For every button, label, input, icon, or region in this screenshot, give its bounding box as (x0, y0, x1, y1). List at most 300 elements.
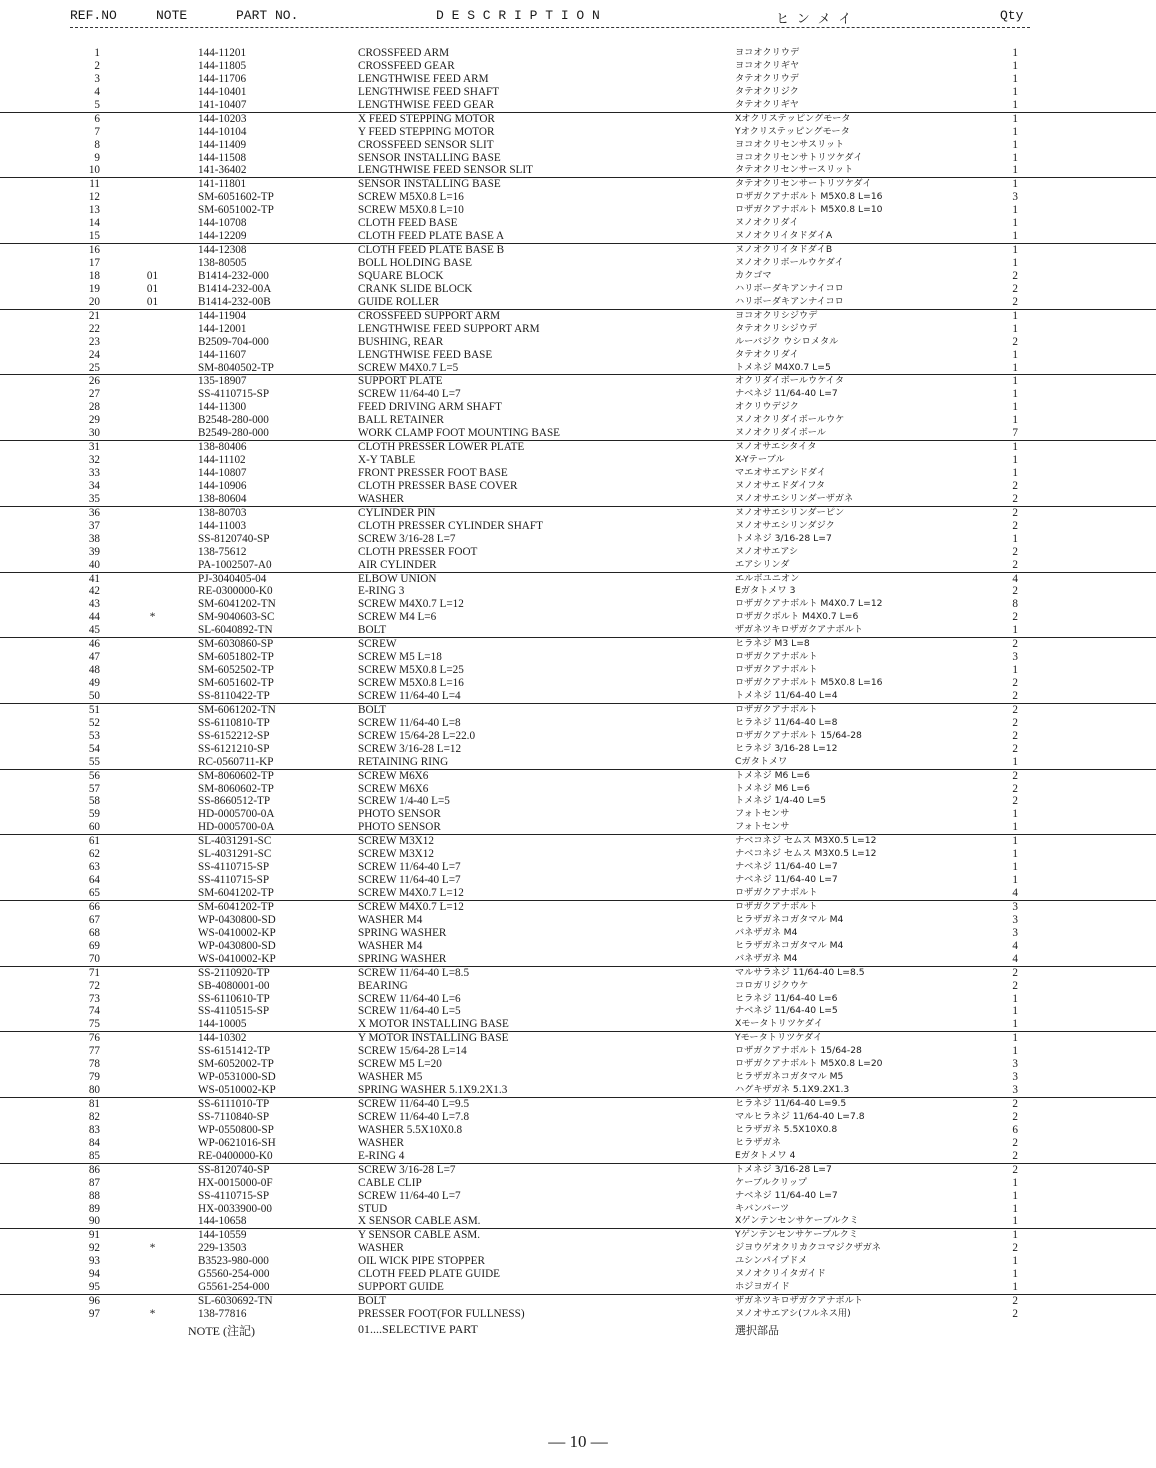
description-cell: SCREW 3/16-28 L=7 (358, 532, 456, 545)
japanese-name-cell: X-Yテーブル (735, 454, 785, 466)
ref-no-cell: 66 (88, 900, 100, 913)
ref-no-cell: 65 (88, 887, 100, 899)
qty-cell: 2 (1012, 492, 1018, 505)
table-row (0, 1018, 1156, 1031)
description-cell: CLOTH PRESSER FOOT (358, 545, 478, 558)
ref-no-cell: 37 (88, 519, 100, 532)
part-no-cell: SM-6041202-TP (198, 900, 274, 913)
qty-cell: 1 (1012, 1032, 1018, 1045)
japanese-name-cell: ヒラザガネコガタマル M5 (735, 1071, 844, 1083)
japanese-name-cell: ヌノオサエアシ (735, 545, 799, 557)
table-row (0, 1190, 1156, 1203)
qty-cell: 2 (1012, 479, 1018, 492)
ref-no-cell: 62 (88, 848, 100, 861)
japanese-name-cell: エルボユニオン (735, 572, 800, 584)
ref-no-cell: 85 (88, 1149, 100, 1162)
ref-no-cell: 39 (88, 545, 100, 558)
japanese-name-cell: ヌノオクリイタガイド (735, 1268, 826, 1280)
qty-cell: 1 (1012, 47, 1018, 59)
header-ref-no: REF.NO (70, 8, 117, 23)
qty-cell: 1 (1012, 808, 1018, 821)
japanese-name-cell: ヌノオサエシタイタ (735, 441, 817, 453)
japanese-name-cell: Eガタトメワ 4 (735, 1149, 796, 1161)
ref-no-cell: 33 (88, 467, 100, 479)
description-cell: CLOTH FEED PLATE GUIDE (358, 1268, 501, 1281)
qty-cell: 1 (1012, 204, 1018, 217)
part-no-cell: SL-4031291-SC (198, 835, 272, 848)
ref-no-cell: 13 (88, 204, 100, 217)
table-row (0, 1031, 1156, 1045)
qty-cell: 1 (1012, 230, 1018, 243)
part-no-cell: B1414-232-00B (198, 295, 271, 308)
japanese-name-cell: ロザガクアナボルト M5X0.8 L=10 (735, 204, 883, 216)
part-no-cell: 135-18907 (198, 375, 247, 388)
qty-cell: 3 (1012, 1084, 1018, 1097)
part-no-cell: SS-6110610-TP (198, 992, 270, 1005)
table-row (0, 795, 1156, 808)
qty-cell: 2 (1012, 979, 1018, 992)
japanese-name-cell: ナベネジ 11/64-40 L=7 (735, 861, 838, 873)
qty-cell: 2 (1012, 677, 1018, 689)
japanese-name-cell: Cガタトメワ (735, 755, 788, 767)
qty-cell: 1 (1012, 98, 1018, 111)
part-no-cell: SB-4080001-00 (198, 979, 270, 992)
japanese-name-cell: マルサラネジ 11/64-40 L=8.5 (735, 966, 865, 978)
description-cell: SPRING WASHER (358, 926, 447, 939)
ref-no-cell: 57 (88, 782, 100, 795)
table-row (0, 230, 1156, 243)
qty-cell: 1 (1012, 441, 1018, 454)
japanese-name-cell: タテオクリダイ (735, 348, 799, 360)
qty-cell: 2 (1012, 545, 1018, 558)
qty-cell: 1 (1012, 1281, 1018, 1294)
japanese-name-cell: トメネジ M6 L=6 (735, 769, 810, 781)
part-no-cell: 144-11706 (198, 72, 247, 85)
japanese-name-cell: ロザガクアナボルト (735, 664, 818, 676)
ref-no-cell: 34 (88, 479, 100, 492)
note-cell: 01 (146, 269, 159, 282)
japanese-name-cell: ロザガクアナボルト (735, 703, 818, 715)
japanese-name-cell: ナベコネジ セムス M3X0.5 L=12 (735, 835, 877, 847)
ref-no-cell: 78 (88, 1058, 100, 1071)
part-no-cell: WP-0531000-SD (198, 1071, 276, 1084)
table-row (0, 204, 1156, 217)
description-cell: SPRING WASHER (358, 952, 447, 965)
description-cell: CROSSFEED ARM (358, 47, 450, 59)
description-cell: SCREW M6X6 (358, 782, 429, 795)
part-no-cell: WS-0510002-KP (198, 1084, 276, 1097)
description-cell: WASHER 5.5X10X0.8 (358, 1123, 463, 1136)
part-no-cell: SS-6151412-TP (198, 1045, 271, 1058)
table-row (0, 217, 1156, 230)
part-no-cell: SS-4110715-SP (198, 861, 270, 874)
table-row (0, 309, 1156, 323)
japanese-name-cell: ヌノオクリボールウケダイ (735, 257, 844, 268)
part-no-cell: RE-0400000-K0 (198, 1149, 273, 1162)
qty-cell: 2 (1012, 1163, 1018, 1176)
japanese-name-cell: ザガネツキロザガクアナボルト (735, 1295, 863, 1307)
description-cell: SCREW (358, 638, 397, 651)
part-no-cell: SS-6152212-SP (198, 729, 270, 742)
part-no-cell: 144-10559 (198, 1229, 247, 1242)
part-no-cell: SS-8120740-SP (198, 532, 270, 545)
qty-cell: 1 (1012, 835, 1018, 848)
description-cell: WASHER (358, 1242, 404, 1255)
qty-cell: 2 (1012, 966, 1018, 979)
ref-no-cell: 73 (88, 992, 100, 1005)
ref-no-cell: 69 (88, 939, 100, 952)
part-no-cell: 138-77816 (198, 1308, 247, 1320)
japanese-name-cell: ヨコオクリウデ (735, 47, 800, 58)
qty-cell: 1 (1012, 1045, 1018, 1058)
description-cell: WASHER M5 (358, 1071, 423, 1084)
description-cell: LENGTHWISE FEED SUPPORT ARM (358, 322, 540, 335)
header-divider (70, 27, 1030, 28)
description-cell: CYLINDER PIN (358, 506, 436, 519)
part-no-cell: B2549-280-000 (198, 427, 269, 440)
japanese-name-cell: ヒラネジ 11/64-40 L=8 (735, 716, 838, 728)
table-row (0, 1150, 1156, 1163)
japanese-name-cell: タテオクリギヤ (735, 98, 799, 110)
qty-cell: 1 (1012, 1018, 1018, 1031)
ref-no-cell: 23 (88, 335, 100, 348)
japanese-name-cell: ヨコオクリセンサトリツケダイ (735, 151, 863, 163)
japanese-name-cell: ジヨウゲオクリカクコマジクザガネ (735, 1242, 881, 1254)
part-no-cell: 141-11801 (198, 178, 247, 191)
qty-cell: 1 (1012, 664, 1018, 677)
part-no-cell: HX-0015000-0F (198, 1176, 273, 1189)
part-no-cell: 229-13503 (198, 1242, 247, 1255)
part-no-cell: SS-2110920-TP (198, 966, 270, 979)
part-no-cell: SS-4110715-SP (198, 874, 270, 887)
description-cell: SCREW M4X0.7 L=5 (358, 361, 459, 374)
table-row (0, 664, 1156, 677)
part-no-cell: SS-7110840-SP (198, 1110, 270, 1123)
table-row (0, 572, 1156, 586)
ref-no-cell: 41 (88, 572, 100, 585)
table-row (0, 73, 1156, 86)
part-no-cell: G5561-254-000 (198, 1281, 270, 1294)
part-no-cell: SM-6052002-TP (198, 1058, 274, 1071)
part-no-cell: 144-10708 (198, 217, 247, 230)
japanese-name-cell: タテオクリセンサートリツケダイ (735, 178, 872, 190)
qty-cell: 4 (1012, 572, 1018, 585)
description-cell: SENSOR INSTALLING BASE (358, 151, 501, 164)
description-cell: SCREW 3/16-28 L=7 (358, 1163, 456, 1176)
part-no-cell: B2548-280-000 (198, 414, 269, 427)
table-row (0, 546, 1156, 559)
description-cell: Y SENSOR CABLE ASM. (358, 1229, 481, 1242)
japanese-name-cell: カクゴマ (735, 269, 772, 281)
japanese-name-cell: ホジヨガイド (735, 1281, 790, 1293)
part-no-cell: 144-11300 (198, 401, 247, 414)
table-row (0, 533, 1156, 546)
table-row (0, 1097, 1156, 1111)
ref-no-cell: 24 (88, 348, 100, 361)
ref-no-cell: 14 (88, 217, 100, 230)
description-cell: SCREW 11/64-40 L=6 (358, 992, 461, 1005)
ref-no-cell: 56 (88, 769, 100, 782)
ref-no-cell: 17 (88, 257, 100, 269)
table-row (0, 296, 1156, 309)
part-no-cell: SM-6030860-SP (198, 638, 274, 651)
part-no-cell: SL-6040892-TN (198, 624, 273, 637)
part-no-cell: SM-9040603-SC (198, 611, 275, 624)
japanese-name-cell: ヒラザガネ 5.5X10X0.8 (735, 1123, 838, 1135)
part-no-cell: 144-11201 (198, 47, 247, 59)
description-cell: CLOTH FEED PLATE BASE A (358, 230, 505, 243)
description-cell: SCREW M4 L=6 (358, 611, 437, 624)
qty-cell: 1 (1012, 217, 1018, 230)
table-row (0, 349, 1156, 362)
qty-cell: 3 (1012, 191, 1018, 204)
ref-no-cell: 93 (88, 1255, 100, 1268)
description-cell: SCREW M4X0.7 L=12 (358, 598, 464, 611)
japanese-name-cell: トメネジ 11/64-40 L=4 (735, 689, 838, 701)
description-cell: OIL WICK PIPE STOPPER (358, 1255, 485, 1268)
japanese-name-cell: ロザガクアナボルト M5X0.8 L=20 (735, 1058, 883, 1070)
table-row (0, 1005, 1156, 1018)
description-cell: WORK CLAMP FOOT MOUNTING BASE (358, 427, 561, 440)
part-no-cell: WP-0430800-SD (198, 939, 276, 952)
qty-cell: 2 (1012, 716, 1018, 729)
part-no-cell: 144-10807 (198, 467, 247, 479)
japanese-name-cell: マルヒラネジ 11/64-40 L=7.8 (735, 1110, 865, 1122)
description-cell: SCREW 11/64-40 L=7 (358, 874, 461, 887)
description-cell: CLOTH FEED PLATE BASE B (358, 244, 505, 257)
table-row (0, 126, 1156, 139)
part-no-cell: SS-8660512-TP (198, 795, 271, 808)
japanese-name-cell: タテオクリジク (735, 85, 799, 97)
japanese-name-cell: ヒラザガネコガタマル M4 (735, 913, 844, 925)
ref-no-cell: 28 (88, 401, 100, 414)
table-row (0, 60, 1156, 73)
qty-cell: 2 (1012, 519, 1018, 532)
table-row (0, 99, 1156, 112)
japanese-name-cell: ナベコネジ セムス M3X0.5 L=12 (735, 848, 877, 860)
description-cell: SCREW 15/64-28 L=22.0 (358, 729, 476, 742)
table-row (0, 164, 1156, 177)
part-no-cell: PJ-3040405-04 (198, 572, 267, 585)
ref-no-cell: 10 (88, 164, 100, 177)
description-cell: SCREW 11/64-40 L=7 (358, 388, 461, 401)
ref-no-cell: 46 (88, 638, 100, 651)
qty-cell: 1 (1012, 861, 1018, 874)
part-no-cell: SS-6121210-SP (198, 742, 270, 755)
qty-cell: 2 (1012, 506, 1018, 519)
japanese-name-cell: ナベネジ 11/64-40 L=7 (735, 1189, 838, 1201)
ref-no-cell: 63 (88, 861, 100, 874)
qty-cell: 1 (1012, 125, 1018, 138)
description-cell: SPRING WASHER 5.1X9.2X1.3 (358, 1084, 508, 1097)
table-row (0, 993, 1156, 1006)
description-cell: SUPPORT GUIDE (358, 1281, 444, 1294)
part-no-cell: SM-6041202-TN (198, 598, 276, 611)
table-row (0, 1071, 1156, 1084)
part-no-cell: SL-4031291-SC (198, 848, 272, 861)
ref-no-cell: 16 (88, 244, 100, 257)
ref-no-cell: 8 (94, 138, 100, 151)
description-cell: WASHER (358, 1136, 404, 1149)
description-cell: WASHER M4 (358, 913, 423, 926)
table-row (0, 1255, 1156, 1268)
qty-cell: 1 (1012, 1189, 1018, 1202)
table-row (0, 388, 1156, 401)
description-cell: SENSOR INSTALLING BASE (358, 178, 501, 191)
qty-cell: 2 (1012, 585, 1018, 598)
part-no-cell: 144-11904 (198, 309, 247, 322)
description-cell: BALL RETAINER (358, 414, 445, 427)
qty-cell: 1 (1012, 401, 1018, 414)
description-cell: SCREW 11/64-40 L=4 (358, 689, 461, 702)
japanese-name-cell: トメネジ M6 L=6 (735, 782, 810, 794)
description-cell: CLOTH PRESSER LOWER PLATE (358, 441, 525, 454)
part-no-cell: RC-0560711-KP (198, 755, 274, 768)
page-number: — 10 — (548, 1432, 608, 1451)
japanese-name-cell: バネザガネ M4 (735, 926, 798, 938)
description-cell: SCREW M3X12 (358, 848, 434, 861)
qty-cell: 1 (1012, 848, 1018, 861)
table-row (0, 1268, 1156, 1281)
japanese-name-cell: ヨコオクリギヤ (735, 59, 800, 71)
ref-no-cell: 22 (88, 322, 100, 335)
ref-no-cell: 54 (88, 742, 100, 755)
description-cell: SCREW M5 L=20 (358, 1058, 442, 1071)
part-no-cell: SS-8120740-SP (198, 1163, 270, 1176)
part-no-cell: 144-11607 (198, 348, 247, 361)
description-cell: BOLT (358, 624, 387, 637)
qty-cell: 2 (1012, 611, 1018, 624)
description-cell: X-Y TABLE (358, 454, 416, 467)
ref-no-cell: 4 (94, 85, 100, 98)
qty-cell: 1 (1012, 1202, 1018, 1215)
ref-no-cell: 75 (88, 1018, 100, 1031)
description-cell: SCREW M4X0.7 L=12 (358, 887, 464, 899)
description-cell: PHOTO SENSOR (358, 821, 441, 834)
table-row (0, 1203, 1156, 1216)
qty-cell: 1 (1012, 532, 1018, 545)
description-cell: STUD (358, 1202, 388, 1215)
table-row (0, 401, 1156, 414)
qty-cell: 1 (1012, 178, 1018, 191)
table-row (0, 1215, 1156, 1228)
table-row (0, 900, 1156, 914)
description-cell: Y FEED STEPPING MOTOR (358, 125, 495, 138)
description-cell: X FEED STEPPING MOTOR (358, 112, 495, 125)
japanese-name-cell: ケーブルクリップ (735, 1176, 808, 1188)
japanese-name-cell: ロザガクアナボルト M5X0.8 L=16 (735, 191, 883, 203)
ref-no-cell: 21 (88, 309, 100, 322)
table-row (0, 874, 1156, 887)
note-cell: * (149, 611, 156, 624)
ref-no-cell: 82 (88, 1110, 100, 1123)
japanese-name-cell: ヌノオクリイタドダイA (735, 230, 833, 242)
part-no-cell: SS-4110715-SP (198, 1189, 270, 1202)
description-cell: SCREW M5X0.8 L=16 (358, 677, 464, 689)
ref-no-cell: 88 (88, 1189, 100, 1202)
qty-cell: 1 (1012, 322, 1018, 335)
description-cell: SCREW 11/64-40 L=9.5 (358, 1098, 470, 1110)
description-cell: SCREW M5X0.8 L=25 (358, 664, 464, 677)
qty-cell: 2 (1012, 782, 1018, 795)
ref-no-cell: 35 (88, 492, 100, 505)
japanese-name-cell: ハグキザガネ 5.1X9.2X1.3 (735, 1084, 850, 1096)
qty-cell: 2 (1012, 742, 1018, 755)
description-cell: CLOTH PRESSER CYLINDER SHAFT (358, 519, 543, 532)
table-row (0, 834, 1156, 848)
part-no-cell: 144-10658 (198, 1215, 247, 1228)
table-row (0, 257, 1156, 270)
description-cell: SCREW 11/64-40 L=7 (358, 1189, 461, 1202)
ref-no-cell: 76 (88, 1032, 100, 1045)
part-no-cell: 144-10104 (198, 125, 247, 138)
japanese-name-cell: ヌノオクリイタドダイB (735, 244, 833, 256)
qty-cell: 2 (1012, 1295, 1018, 1308)
ref-no-cell: 15 (88, 230, 100, 243)
part-no-cell: B3523-980-000 (198, 1255, 269, 1268)
japanese-name-cell: ヌノオクリダイボール (735, 427, 826, 439)
japanese-name-cell: フォトセンサ (735, 808, 790, 820)
japanese-name-cell: バネザガネ M4 (735, 952, 798, 964)
part-no-cell: SM-6051602-TP (198, 677, 274, 689)
table-row (0, 887, 1156, 900)
japanese-name-cell: ロザガクアナボルト 15/64-28 (735, 729, 862, 741)
japanese-name-cell: Xオクリステッピングモータ (735, 112, 851, 124)
part-no-cell: SS-6110810-TP (198, 716, 270, 729)
japanese-name-cell: ヌノオサエドダイフタ (735, 479, 826, 491)
table-row (0, 980, 1156, 993)
part-no-cell: 144-11409 (198, 138, 247, 151)
part-no-cell: G5560-254-000 (198, 1268, 270, 1281)
qty-cell: 1 (1012, 112, 1018, 125)
description-cell: LENGTHWISE FEED BASE (358, 348, 493, 361)
ref-no-cell: 19 (88, 282, 100, 295)
part-no-cell: 144-11805 (198, 59, 247, 72)
table-row (0, 756, 1156, 769)
description-cell: SCREW M3X12 (358, 835, 434, 848)
japanese-name-cell: ヌノオサエアシ(フルネス用) (735, 1308, 851, 1319)
table-row (0, 467, 1156, 480)
description-cell: BOLL HOLDING BASE (358, 257, 472, 269)
table-row (0, 480, 1156, 493)
qty-cell: 2 (1012, 689, 1018, 702)
table-row (0, 808, 1156, 821)
table-row (0, 783, 1156, 796)
header-description: D E S C R I P T I O N (436, 8, 600, 23)
table-row (0, 821, 1156, 834)
qty-cell: 3 (1012, 1071, 1018, 1084)
ref-no-cell: 47 (88, 651, 100, 664)
japanese-name-cell: Yゲンテンセンサケーブルクミ (735, 1229, 859, 1241)
ref-no-cell: 68 (88, 926, 100, 939)
qty-cell: 1 (1012, 257, 1018, 269)
qty-cell: 2 (1012, 703, 1018, 716)
ref-no-cell: 7 (94, 125, 100, 138)
table-row (0, 427, 1156, 440)
ref-no-cell: 1 (94, 47, 100, 59)
part-no-cell: WP-0550800-SP (198, 1123, 274, 1136)
table-row (0, 283, 1156, 296)
ref-no-cell: 90 (88, 1215, 100, 1228)
qty-cell: 1 (1012, 309, 1018, 322)
table-row (0, 1163, 1156, 1177)
japanese-name-cell: ヒラネジ 11/64-40 L=9.5 (735, 1098, 847, 1109)
qty-cell: 1 (1012, 85, 1018, 98)
table-row (0, 559, 1156, 572)
japanese-name-cell: ヌノオサエシリンダーザガネ (735, 492, 854, 504)
description-cell: SCREW 3/16-28 L=12 (358, 742, 462, 755)
japanese-name-cell: Xゲンテンセンサケーブルクミ (735, 1215, 859, 1227)
